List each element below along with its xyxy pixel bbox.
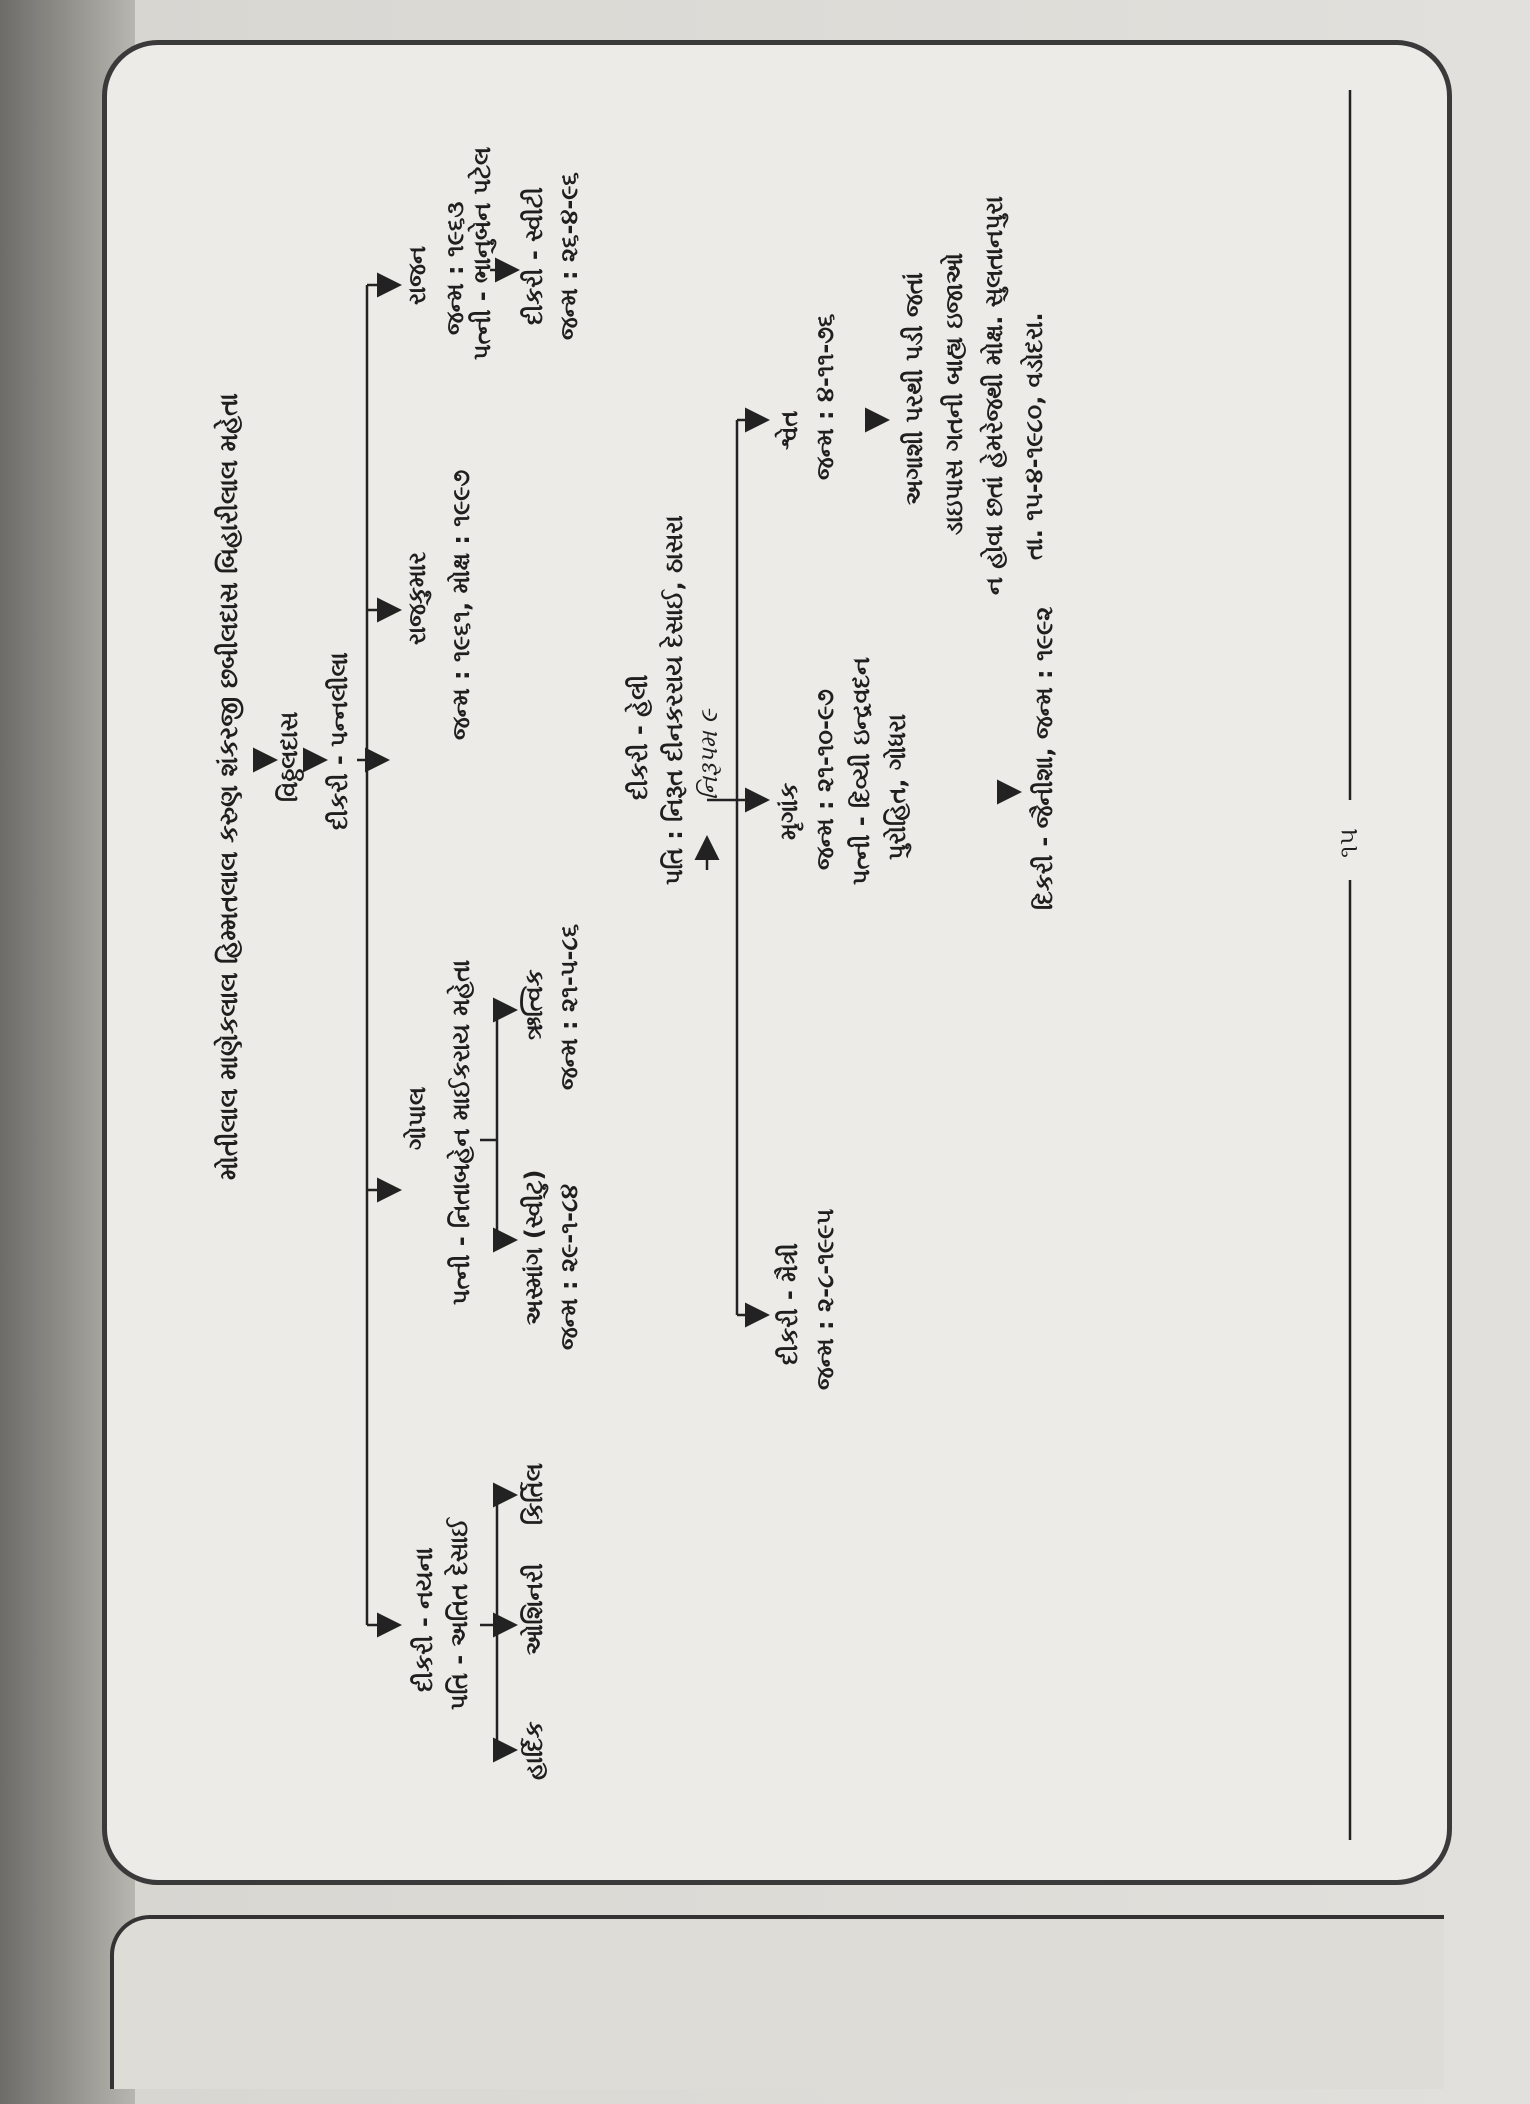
shvet-note-2: ડાઇપાસ ગતની બાહ્ય ઇજાઓ — [940, 253, 968, 535]
rajkumar-dates: જન્મ : ૧૯૬૧, મોક્ષ : ૧૯૯૭ — [447, 469, 475, 740]
heli-child-1: દીકરી - મૈત્રી — [775, 1243, 803, 1365]
page-number: ૧૫ — [1334, 828, 1364, 858]
rajan-birth: જન્મ : ૧૯૬૩ — [441, 201, 469, 335]
rajan-daughter: દીકરી - સ્વીટી — [520, 187, 548, 325]
gopal: ગોપાલ — [403, 1086, 431, 1150]
nayna-child-3: કિર્તિલ — [520, 1463, 548, 1525]
vitthaldas: વિઠ્ઠલદાસ — [275, 711, 303, 802]
shvet-note-4: તા. ૧૫-૪-૧૯૮૦, વડોદરા. — [1020, 312, 1048, 560]
gopal-child-2: ઋત્વિક — [520, 969, 548, 1040]
nayna-child-1: હાર્દિક — [520, 1721, 548, 1780]
nayna-child-2: ઓશિનરી — [520, 1563, 548, 1655]
facing-page-corner — [110, 1915, 1444, 2089]
heli-husband: પતિ : નિરૂત દીનકરરાય દેસાઈ, ઠાસરા — [660, 515, 688, 885]
rajan-wife: પત્ની - ભાનુબેન પટેલ — [468, 146, 496, 360]
rajan: રાજન — [403, 246, 431, 305]
family-tree — [135, 60, 1385, 1880]
heli-child-2: મૃગાંક — [775, 782, 803, 840]
shvet-note-3: ન હોવા છતાં હેમરેજથી મોક્ષ. સુલતાનપુરા — [980, 196, 1008, 595]
heli-child-2-wife: પત્ની - દિવ્યી ઇન્દ્રવદન — [847, 657, 875, 885]
heli-child-1-birth: જન્મ : ૨-૮-૧૯૯૫ — [811, 1208, 839, 1390]
heli-child-2-birth: જન્મ : ૨૧-૧૦-૯૭ — [811, 689, 839, 870]
gopal-child-2-birth: જન્મ : ૨૧-૫-૮૬ — [555, 923, 583, 1090]
tree-connectors — [135, 60, 1385, 1880]
heli-child-2-daughter: દિકરી - જૈનીશા, જન્મ : ૧૯૯૨ — [1030, 606, 1058, 910]
gopal-wife: પત્ની - નિતાબહેન માઈકરાય મહેતા — [447, 959, 475, 1305]
heli-child-3-birth: જન્મ : ૪-૧૧-૭૬ — [811, 313, 839, 480]
nayna: દીકરી - નયના — [410, 1547, 438, 1692]
nayna-husband: પતિ - અતિત દેસાઈ — [445, 1518, 473, 1710]
vitthal-daughter: દીકરી - પન્નલીલા — [325, 652, 353, 830]
gopal-child-1: અસ્માંગ (સ્વીટુ) — [520, 1169, 548, 1325]
rajkumar: રાજકુમાર — [403, 551, 431, 645]
root-ancestor: મોતીલાલ માણેકલાલ હિમ્મતલાલ કરુણ શંકરજી છબીલદાસ બિહારીલાલ મહેતા — [214, 393, 243, 1180]
heli: દીકરી - હેલી — [625, 674, 653, 800]
gopal-child-1-birth: જન્મ : ૨૯-૧-૮૪ — [555, 1183, 583, 1350]
shvet-note-1: અગાશી પરથી પડી જતાં — [900, 272, 928, 505]
handwritten-note: નિરૂપમ ૯ — [695, 709, 723, 800]
rajan-daughter-birth: જન્મ : ૨૬-૪-૯૬ — [555, 172, 583, 340]
heli-child-3: શ્વેત — [775, 410, 803, 450]
heli-child-2-wife-place: પુરોહિત, ગોધરા — [883, 713, 911, 860]
